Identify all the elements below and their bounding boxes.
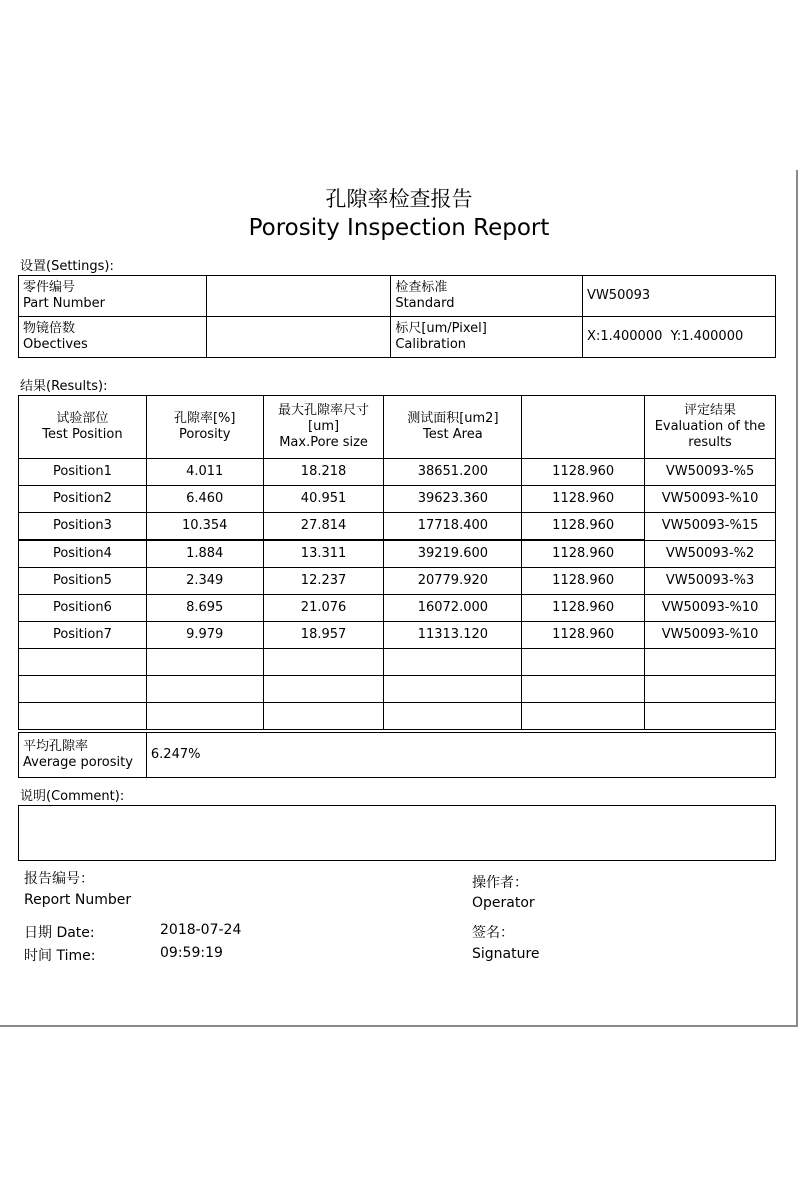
table-cell: 1128.960	[522, 622, 645, 649]
time-label: 时间 Time:	[24, 948, 96, 964]
results-header-text: 测试面积[um2]	[407, 411, 499, 426]
results-header-cell	[146, 396, 263, 459]
operator-label-cn: 操作者：	[472, 875, 528, 891]
results-header-text: Test Area	[423, 427, 483, 442]
table-cell: 1128.960	[522, 459, 645, 486]
results-header-text: [um]	[308, 419, 340, 434]
table-cell: 9.979	[146, 622, 263, 649]
date-label: 日期 Date:	[24, 925, 95, 941]
table-cell: 27.814	[263, 513, 384, 541]
table-cell: 10.354	[146, 513, 263, 541]
table-row	[19, 513, 776, 541]
table-cell: 20779.920	[384, 568, 522, 595]
standard-label-cn: 检查标准	[395, 280, 448, 295]
table-cell	[384, 676, 522, 703]
table-row	[19, 676, 776, 703]
part-number-label-cn: 零件编号	[23, 280, 76, 295]
table-cell	[263, 703, 384, 730]
table-cell: Position3	[19, 513, 147, 541]
table-cell: 11313.120	[384, 622, 522, 649]
table-row	[19, 459, 776, 486]
table-cell: 18.957	[263, 622, 384, 649]
table-cell	[19, 703, 147, 730]
table-cell	[19, 649, 147, 676]
results-table	[18, 395, 776, 730]
table-cell	[522, 703, 645, 730]
table-cell: 4.011	[146, 459, 263, 486]
standard-label	[391, 276, 583, 317]
table-cell: VW50093-%3	[645, 568, 776, 595]
table-cell: 1128.960	[522, 513, 645, 541]
settings-table	[18, 275, 776, 358]
table-row	[19, 595, 776, 622]
table-cell: 39219.600	[384, 540, 522, 568]
table-cell: VW50093-%10	[645, 486, 776, 513]
standard-label-en: Standard	[395, 296, 455, 311]
table-cell: 21.076	[263, 595, 384, 622]
results-body	[19, 459, 776, 730]
part-number-value	[206, 276, 391, 317]
table-cell: VW50093-%15	[645, 513, 776, 541]
results-header-text: 评定结果	[684, 403, 737, 418]
table-cell	[146, 649, 263, 676]
table-cell: 39623.360	[384, 486, 522, 513]
objectives-label-en: Obectives	[23, 337, 88, 352]
part-number-label	[19, 276, 207, 317]
report-title-en: Porosity Inspection Report	[248, 215, 550, 241]
results-header-text: Evaluation of the	[654, 419, 766, 434]
date-value: 2018-07-24	[160, 922, 242, 938]
calibration-label-en: Calibration	[395, 337, 467, 352]
table-cell: 38651.200	[384, 459, 522, 486]
table-cell: 13.311	[263, 540, 384, 568]
results-header-cell	[263, 396, 384, 459]
table-cell	[645, 676, 776, 703]
table-cell: 1128.960	[522, 568, 645, 595]
report-title-cn: 孔隙率检查报告	[325, 187, 473, 211]
objectives-value	[206, 317, 391, 358]
calibration-value: X:1.400000 Y:1.400000	[583, 317, 776, 358]
table-cell: VW50093-%5	[645, 459, 776, 486]
results-header-cell	[645, 396, 776, 459]
table-cell	[19, 676, 147, 703]
table-cell: 8.695	[146, 595, 263, 622]
table-row	[19, 622, 776, 649]
results-header-cell	[19, 396, 147, 459]
results-header-cell	[522, 396, 645, 459]
table-cell: Position4	[19, 540, 147, 568]
average-porosity-label	[19, 733, 147, 778]
table-cell	[263, 676, 384, 703]
table-cell	[146, 703, 263, 730]
table-cell: VW50093-%10	[645, 622, 776, 649]
part-number-label-en: Part Number	[23, 296, 106, 311]
table-cell: 12.237	[263, 568, 384, 595]
average-porosity-label-cn: 平均孔隙率	[23, 739, 89, 754]
calibration-label-cn: 标尺[um/Pixel]	[395, 321, 487, 336]
operator-label-en: Operator	[472, 895, 535, 911]
table-cell: Position7	[19, 622, 147, 649]
results-header-text: Porosity	[178, 427, 231, 442]
signature-label-en: Signature	[472, 946, 540, 962]
table-cell: Position2	[19, 486, 147, 513]
average-porosity-label-en: Average porosity	[23, 755, 133, 770]
table-cell: Position1	[19, 459, 147, 486]
standard-value: VW50093	[583, 276, 776, 317]
table-row	[19, 568, 776, 595]
table-cell: Position6	[19, 595, 147, 622]
table-cell: 1.884	[146, 540, 263, 568]
average-table	[18, 732, 776, 778]
table-cell	[645, 703, 776, 730]
table-cell: 16072.000	[384, 595, 522, 622]
table-cell: 40.951	[263, 486, 384, 513]
table-cell: 6.460	[146, 486, 263, 513]
table-cell: Position5	[19, 568, 147, 595]
results-header-text: 孔隙率[%]	[173, 411, 236, 426]
objectives-label	[19, 317, 207, 358]
results-header-text: results	[688, 435, 732, 450]
results-label: 结果(Results):	[20, 379, 108, 394]
table-cell	[146, 676, 263, 703]
table-cell: 1128.960	[522, 540, 645, 568]
report-number-label-en: Report Number	[24, 892, 132, 908]
table-cell: 18.218	[263, 459, 384, 486]
table-cell: 1128.960	[522, 486, 645, 513]
table-cell: 17718.400	[384, 513, 522, 541]
table-cell	[522, 676, 645, 703]
signature-label-cn: 签名：	[472, 925, 514, 941]
results-header-row	[19, 396, 776, 459]
results-header-text: Max.Pore size	[279, 435, 368, 450]
table-row	[19, 486, 776, 513]
comment-box	[18, 805, 776, 861]
calibration-label	[391, 317, 583, 358]
table-cell: VW50093-%2	[645, 540, 776, 568]
table-cell	[645, 649, 776, 676]
objectives-label-cn: 物镜倍数	[23, 321, 76, 336]
results-header-text: 最大孔隙率尺寸	[278, 403, 370, 418]
table-cell: VW50093-%10	[645, 595, 776, 622]
table-cell	[522, 649, 645, 676]
table-row	[19, 703, 776, 730]
table-cell	[384, 649, 522, 676]
results-header-cell	[384, 396, 522, 459]
table-row	[19, 649, 776, 676]
comment-label: 说明(Comment):	[20, 789, 125, 804]
table-cell: 1128.960	[522, 595, 645, 622]
report-number-label-cn: 报告编号：	[24, 871, 94, 887]
table-cell	[263, 649, 384, 676]
table-cell: 2.349	[146, 568, 263, 595]
time-value: 09:59:19	[160, 945, 223, 961]
settings-label: 设置(Settings):	[20, 259, 114, 274]
table-cell	[384, 703, 522, 730]
table-row	[19, 540, 776, 568]
average-porosity-value: 6.247%	[146, 733, 775, 778]
results-header-text: 试验部位	[56, 411, 109, 426]
results-header-text: Test Position	[42, 427, 123, 442]
